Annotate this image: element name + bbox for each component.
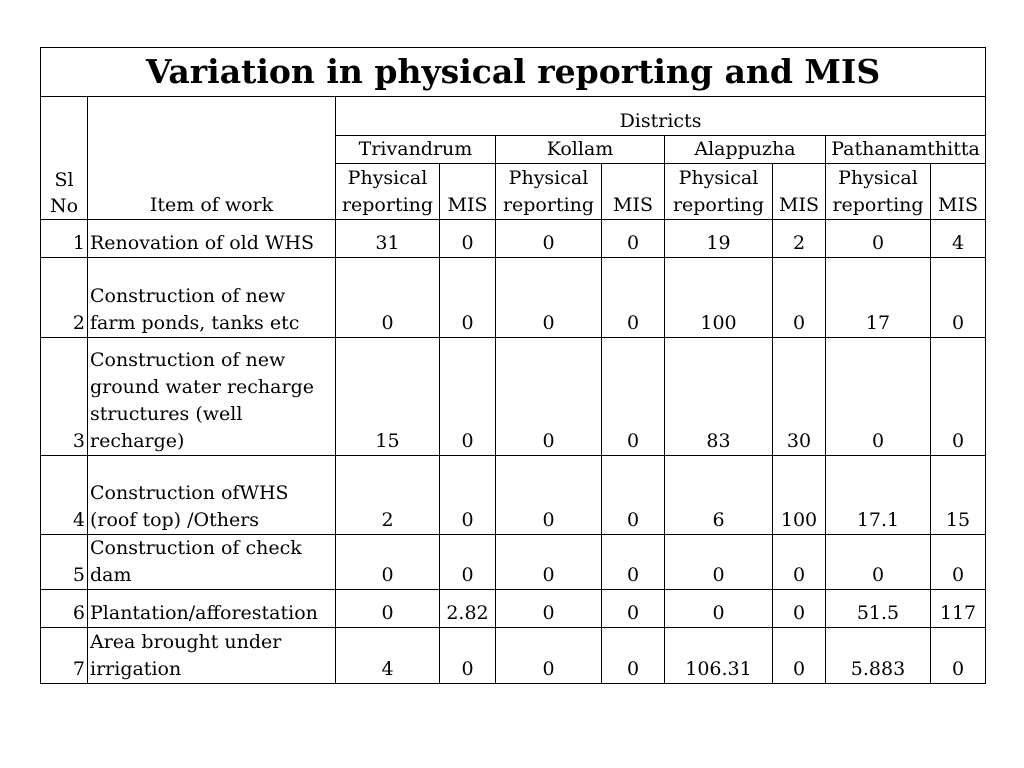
physical-value-cell: 0 [496,628,602,684]
physical-value-cell: 0 [826,220,931,258]
mis-value-cell: 0 [440,338,496,456]
district-alappuzha: Alappuzha [665,136,826,164]
mis-value-cell: 0 [773,535,826,590]
mis-value-cell: 0 [440,220,496,258]
table-row [41,628,986,684]
table-row [41,338,986,456]
physical-value-cell: 2 [336,456,440,535]
item-of-work-cell: Area brought under irrigation [88,628,336,684]
sl-no-cell: 7 [41,628,88,684]
sl-no-cell: 1 [41,220,88,258]
mis-value-cell: 0 [602,338,665,456]
mis-value-cell: 0 [773,590,826,628]
mis-header: MIS [602,164,665,220]
physical-value-cell: 17.1 [826,456,931,535]
physical-value-cell: 5.883 [826,628,931,684]
mis-value-cell: 0 [440,535,496,590]
physical-value-cell: 51.5 [826,590,931,628]
physical-value-cell: 0 [496,535,602,590]
sl-no-cell: 4 [41,456,88,535]
physical-value-cell: 0 [496,590,602,628]
mis-value-cell: 0 [773,258,826,338]
mis-value-cell: 0 [602,220,665,258]
mis-value-cell: 0 [440,628,496,684]
mis-value-cell: 0 [931,338,986,456]
mis-value-cell: 2 [773,220,826,258]
mis-value-cell: 30 [773,338,826,456]
physical-value-cell: 0 [336,258,440,338]
district-trivandrum: Trivandrum [336,136,496,164]
sl-no-cell: 3 [41,338,88,456]
item-of-work-cell: Construction ofWHS (roof top) /Others [88,456,336,535]
mis-value-cell: 0 [602,258,665,338]
physical-value-cell: 0 [496,220,602,258]
mis-header: MIS [440,164,496,220]
mis-value-cell: 15 [931,456,986,535]
physical-value-cell: 0 [336,535,440,590]
item-of-work-cell: Renovation of old WHS [88,220,336,258]
mis-value-cell: 0 [602,456,665,535]
table-row [41,220,986,258]
physical-value-cell: 31 [336,220,440,258]
item-of-work-cell: Plantation/afforestation [88,590,336,628]
physical-value-cell: 100 [665,258,773,338]
mis-value-cell: 0 [602,535,665,590]
physical-value-cell: 0 [496,258,602,338]
districts-header: Districts [336,97,986,136]
mis-header: MIS [931,164,986,220]
mis-value-cell: 2.82 [440,590,496,628]
physical-header: Physical reporting [665,164,773,220]
mis-value-cell: 0 [440,456,496,535]
mis-value-cell: 0 [931,628,986,684]
mis-value-cell: 4 [931,220,986,258]
physical-value-cell: 83 [665,338,773,456]
table-row [41,456,986,535]
item-of-work-cell: Construction of check dam [88,535,336,590]
page-title: Variation in physical reporting and MIS [41,48,986,97]
mis-value-cell: 0 [602,628,665,684]
physical-value-cell: 0 [665,590,773,628]
physical-value-cell: 106.31 [665,628,773,684]
mis-value-cell: 0 [440,258,496,338]
physical-value-cell: 17 [826,258,931,338]
physical-value-cell: 15 [336,338,440,456]
mis-value-cell: 0 [602,590,665,628]
item-of-work-cell: Construction of new farm ponds, tanks etc [88,258,336,338]
physical-header: Physical reporting [496,164,602,220]
sl-no-cell: 5 [41,535,88,590]
mis-value-cell: 100 [773,456,826,535]
variation-table [40,47,986,684]
table-row [41,590,986,628]
mis-value-cell: 0 [931,535,986,590]
physical-header: Physical reporting [336,164,440,220]
mis-value-cell: 0 [931,258,986,338]
sl-no-cell: 2 [41,258,88,338]
table-row [41,535,986,590]
sl-no-cell: 6 [41,590,88,628]
physical-value-cell: 0 [496,338,602,456]
mis-value-cell: 117 [931,590,986,628]
district-pathanamthitta: Pathanamthitta [826,136,986,164]
physical-value-cell: 0 [336,590,440,628]
physical-value-cell: 0 [826,535,931,590]
mis-header: MIS [773,164,826,220]
physical-value-cell: 19 [665,220,773,258]
physical-value-cell: 6 [665,456,773,535]
item-of-work-header: Item of work [88,97,336,220]
physical-value-cell: 0 [665,535,773,590]
item-of-work-cell: Construction of new ground water recharge structures (well recharge) [88,338,336,456]
district-kollam: Kollam [496,136,665,164]
physical-value-cell: 0 [826,338,931,456]
table-row [41,258,986,338]
physical-value-cell: 4 [336,628,440,684]
physical-header: Physical reporting [826,164,931,220]
sl-no-header: Sl No [41,97,88,220]
mis-value-cell: 0 [773,628,826,684]
physical-value-cell: 0 [496,456,602,535]
